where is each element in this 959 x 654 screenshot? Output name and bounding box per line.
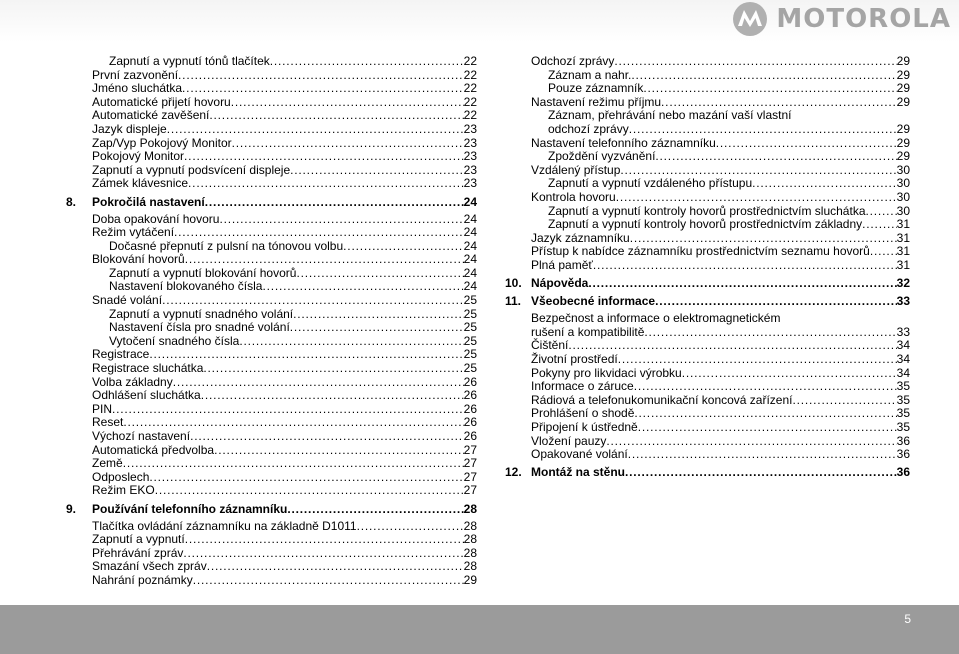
toc-page-number: 31 — [896, 244, 910, 259]
toc-entry — [505, 96, 910, 110]
toc-entry — [505, 421, 910, 435]
toc-entry-title: Vytočení snadného čísla — [109, 333, 240, 348]
toc-entry-title: Přístup k nabídce záznamníku prostřednictvím seznamu hovorů — [531, 244, 870, 259]
toc-page-number: 34 — [896, 338, 910, 353]
toc-page-number: 25 — [463, 293, 477, 308]
toc-entry — [66, 213, 477, 227]
toc-entry — [505, 55, 910, 69]
toc-entry-title: Informace o záruce — [531, 379, 634, 394]
toc-entry — [505, 448, 910, 462]
toc-page-number: 32 — [896, 276, 910, 291]
toc-page-number: 29 — [463, 572, 477, 587]
brand-logo — [732, 1, 951, 37]
toc-entry-title: Doba opakování hovoru — [92, 211, 220, 226]
toc-page-number: 28 — [463, 518, 477, 533]
toc-dot-leader — [155, 484, 464, 498]
toc-dot-leader — [201, 389, 464, 403]
toc-entry — [505, 191, 910, 205]
toc-entry — [66, 484, 477, 498]
toc-page-number: 24 — [463, 211, 477, 226]
toc-dot-leader — [870, 245, 897, 259]
toc-section-heading — [505, 466, 910, 480]
toc-entry-title: Automatické přijetí hovoru — [92, 94, 231, 109]
toc-dot-leader — [270, 55, 464, 69]
toc-dot-leader — [614, 55, 896, 69]
toc-page-number: 29 — [896, 135, 910, 150]
toc-page-number: 30 — [896, 189, 910, 204]
toc-dot-leader — [862, 218, 896, 232]
toc-entry-title: Zap/Vyp Pokojový Monitor — [92, 135, 232, 150]
toc-dot-leader — [568, 339, 896, 353]
toc-entry-title: Pouze záznamník — [548, 81, 644, 96]
toc-entry-title: Jazyk displeje — [92, 121, 167, 136]
toc-entry — [505, 177, 910, 191]
toc-dot-leader — [185, 533, 464, 547]
toc-dot-leader — [634, 380, 897, 394]
toc-section-number: 9. — [66, 501, 77, 516]
toc-dot-leader — [644, 326, 896, 340]
toc-dot-leader — [209, 109, 463, 123]
toc-entry — [66, 321, 477, 335]
toc-page-number: 28 — [463, 501, 477, 516]
toc-page-number: 23 — [463, 135, 477, 150]
motorola-batwing-icon — [732, 1, 768, 37]
toc-dot-leader — [190, 430, 464, 444]
toc-dot-leader — [219, 213, 463, 227]
toc-entry — [66, 547, 477, 561]
toc-page-number: 25 — [463, 347, 477, 362]
toc-dot-leader — [162, 294, 464, 308]
toc-entry — [66, 335, 477, 349]
toc-dot-leader — [643, 82, 896, 96]
toc-entry-title: První zazvonění — [92, 67, 179, 82]
toc-section-number: 8. — [66, 194, 77, 209]
toc-page-number: 27 — [463, 442, 477, 457]
toc-entry-title: Jméno sluchátka — [92, 81, 183, 96]
toc-dot-leader — [167, 123, 464, 137]
toc-entry-title: Pokročilá nastavení — [92, 194, 205, 209]
toc-entry-title: Automatické zavěšení — [92, 108, 210, 123]
toc-entry — [66, 226, 477, 240]
toc-page-number: 24 — [463, 238, 477, 253]
toc-page-number: 33 — [896, 324, 910, 339]
toc-entry-title: Rádiová a telefonukomunikační koncová zařízení — [531, 392, 793, 407]
toc-dot-leader — [630, 232, 897, 246]
toc-entry — [66, 444, 477, 458]
toc-dot-leader — [287, 503, 463, 517]
toc-dot-leader — [752, 177, 897, 191]
toc-entry-title: odchozí zprávy — [548, 121, 629, 136]
toc-dot-leader — [655, 295, 897, 309]
toc-dot-leader — [173, 376, 464, 390]
toc-page-number: 36 — [896, 447, 910, 462]
toc-page-number: 29 — [896, 67, 910, 82]
toc-entry-title: Blokování hovorů — [92, 252, 185, 267]
toc-entry-title: Režim vytáčení — [92, 225, 175, 240]
toc-entry — [66, 389, 477, 403]
toc-entry — [505, 394, 910, 408]
toc-page-number: 24 — [463, 279, 477, 294]
toc-entry — [66, 574, 477, 588]
toc-dot-leader — [593, 259, 897, 273]
toc-entry-title: Nastavení telefonního záznamníku — [531, 135, 716, 150]
toc-dot-leader — [629, 123, 897, 137]
toc-page-number: 22 — [463, 54, 477, 68]
toc-dot-leader — [123, 457, 464, 471]
toc-entry-title: Nápověda — [531, 276, 589, 291]
toc-entry-title: Bezpečnost a informace o elektromagnetickém — [531, 311, 781, 326]
toc-page-number: 29 — [896, 81, 910, 96]
toc-entry — [66, 362, 477, 376]
toc-entry-title: Prohlášení o shodě — [531, 406, 635, 421]
toc-entry-title: Nastavení blokovaného čísla — [109, 279, 263, 294]
toc-entry-title: Životní prostředí — [531, 352, 618, 367]
toc-entry-title: Zpoždění vyzvánění — [548, 149, 656, 164]
toc-left-column — [66, 55, 477, 588]
toc-dot-leader — [239, 335, 463, 349]
toc-entry — [505, 69, 910, 83]
toc-dot-leader — [661, 96, 897, 110]
toc-dot-leader — [205, 196, 464, 210]
toc-dot-leader — [625, 466, 897, 480]
toc-dot-leader — [174, 226, 464, 240]
toc-entry — [66, 109, 477, 123]
toc-dot-leader — [290, 164, 464, 178]
toc-dot-leader — [112, 403, 464, 417]
toc-dot-leader — [866, 205, 897, 219]
toc-dot-leader — [343, 240, 463, 254]
toc-entry — [505, 245, 910, 259]
toc-page-number: 27 — [463, 469, 477, 484]
toc-entry-title: Odchozí zprávy — [531, 54, 615, 68]
toc-right-column — [505, 55, 910, 483]
toc-dot-leader — [655, 150, 896, 164]
toc-page-number: 30 — [896, 176, 910, 191]
toc-entry-title: Používání telefonního záznamníku — [92, 501, 288, 516]
toc-page-number: 24 — [463, 225, 477, 240]
toc-entry-title: Zapnutí a vypnutí kontroly hovorů prostřednictvím sluchátka — [548, 203, 866, 218]
toc-page-number: 22 — [463, 94, 477, 109]
toc-dot-leader — [296, 267, 463, 281]
toc-dot-leader — [716, 137, 897, 151]
toc-section-heading — [66, 196, 477, 210]
toc-entry-title: Vzdálený přístup — [531, 162, 621, 177]
footer-band — [0, 605, 959, 654]
toc-entry-title: Opakované volání — [531, 447, 628, 462]
toc-page-number: 35 — [896, 406, 910, 421]
toc-page-number: 31 — [896, 230, 910, 245]
toc-entry-title: Pokojový Monitor — [92, 149, 185, 164]
toc-dot-leader — [232, 137, 464, 151]
toc-section-heading — [66, 503, 477, 517]
toc-entry — [66, 177, 477, 191]
toc-entry-title: Zapnutí a vypnutí vzdáleného přístupu — [548, 176, 753, 191]
toc-dot-leader — [214, 444, 464, 458]
toc-entry-title: Zapnutí a vypnutí tónů tlačítek — [109, 54, 270, 68]
toc-entry-title: rušení a kompatibilitě — [531, 324, 645, 339]
toc-dot-leader — [628, 448, 897, 462]
toc-dot-leader — [290, 321, 464, 335]
toc-page-number: 27 — [463, 456, 477, 471]
toc-page-number: 33 — [896, 294, 910, 309]
toc-entry-title: Volba základny — [92, 374, 173, 389]
toc-page-number: 22 — [463, 81, 477, 96]
toc-dot-leader — [634, 407, 896, 421]
toc-page-number: 26 — [463, 374, 477, 389]
toc-dot-leader — [618, 353, 897, 367]
toc-section-number: 10. — [505, 276, 522, 291]
toc-entry — [505, 232, 910, 246]
toc-page-number: 35 — [896, 379, 910, 394]
toc-page-number: 28 — [463, 559, 477, 574]
toc-section-heading — [505, 295, 910, 309]
toc-entry — [505, 205, 910, 219]
toc-page-number: 34 — [896, 365, 910, 380]
toc-entry — [66, 348, 477, 362]
toc-page-number: 26 — [463, 401, 477, 416]
toc-page-number: 29 — [896, 94, 910, 109]
toc-entry-title: Nastavení čísla pro snadné volání — [109, 320, 290, 335]
toc-entry — [66, 416, 477, 430]
toc-page-number: 36 — [896, 433, 910, 448]
toc-entry-title: Zapnutí a vypnutí — [92, 532, 185, 547]
toc-entry-title: PIN — [92, 401, 113, 416]
toc-entry — [505, 380, 910, 394]
toc-entry-title: Čištění — [531, 338, 569, 353]
toc-section-number: 12. — [505, 465, 522, 480]
toc-entry — [66, 69, 477, 83]
toc-dot-leader — [178, 69, 464, 83]
toc-dot-leader — [682, 367, 897, 381]
toc-entry — [66, 308, 477, 322]
toc-dot-leader — [616, 191, 897, 205]
toc-page-number: 30 — [896, 203, 910, 218]
toc-entry — [66, 55, 477, 69]
toc-page-number: 31 — [896, 257, 910, 272]
toc-entry — [66, 471, 477, 485]
toc-dot-leader — [231, 96, 464, 110]
toc-dot-leader — [203, 362, 463, 376]
toc-dot-leader — [149, 348, 463, 362]
toc-entry — [66, 137, 477, 151]
toc-dot-leader — [293, 308, 464, 322]
toc-entry — [66, 267, 477, 281]
toc-entry — [66, 560, 477, 574]
toc-entry-title: Záznam, přehrávání nebo mazání vaší vlastní — [548, 108, 792, 123]
toc-entry — [66, 164, 477, 178]
toc-section-heading — [505, 277, 910, 291]
toc-entry-title: Zámek klávesnice — [92, 176, 189, 191]
toc-entry — [505, 259, 910, 273]
toc-entry — [505, 109, 910, 123]
toc-entry-title: Zapnutí a vypnutí blokování hovorů — [109, 265, 297, 280]
toc-page-number: 25 — [463, 361, 477, 376]
toc-page-number: 29 — [896, 54, 910, 68]
toc-entry — [66, 150, 477, 164]
toc-dot-leader — [638, 421, 897, 435]
toc-entry-title: Záznam a nahr. — [548, 67, 632, 82]
toc-dot-leader — [262, 280, 463, 294]
toc-entry — [66, 457, 477, 471]
toc-entry — [66, 280, 477, 294]
page-number: 5 — [904, 612, 911, 626]
toc-page-number: 24 — [463, 252, 477, 267]
toc-page-number: 31 — [896, 217, 910, 232]
toc-entry — [505, 137, 910, 151]
toc-entry-title: Odhlášení sluchátka — [92, 388, 201, 403]
toc-entry-title: Automatická předvolba — [92, 442, 215, 457]
toc-dot-leader — [123, 416, 463, 430]
toc-entry — [66, 253, 477, 267]
toc-entry-title: Vložení pauzy — [531, 433, 607, 448]
toc-dot-leader — [184, 150, 464, 164]
brand-name: MOTOROLA — [776, 4, 951, 34]
toc-page-number: 27 — [463, 483, 477, 498]
toc-page-number: 25 — [463, 306, 477, 321]
toc-entry — [505, 367, 910, 381]
toc-entry-title: Kontrola hovoru — [531, 189, 616, 204]
toc-entry — [66, 123, 477, 137]
toc-entry-title: Režim EKO — [92, 483, 155, 498]
toc-page-number: 22 — [463, 67, 477, 82]
toc-page-number: 24 — [463, 194, 477, 209]
toc-entry-title: Přehrávání zpráv — [92, 545, 184, 560]
toc-page-number: 25 — [463, 320, 477, 335]
toc-entry-title: Zapnutí a vypnutí snadného volání — [109, 306, 294, 321]
toc-page-number: 23 — [463, 121, 477, 136]
toc-page-number: 29 — [896, 121, 910, 136]
toc-entry — [505, 82, 910, 96]
toc-page-number: 36 — [896, 465, 910, 480]
toc-entry-title: Pokyny pro likvidaci výrobku — [531, 365, 682, 380]
toc-page-number: 30 — [896, 162, 910, 177]
toc-entry — [505, 164, 910, 178]
toc-entry-title: Připojení k ústředně — [531, 420, 638, 435]
toc-entry-title: Nahrání poznámky — [92, 572, 193, 587]
toc-entry-title: Snadé volání — [92, 293, 163, 308]
toc-page-number: 24 — [463, 265, 477, 280]
toc-entry — [66, 96, 477, 110]
toc-entry — [66, 376, 477, 390]
toc-entry — [66, 430, 477, 444]
toc-entry — [505, 353, 910, 367]
toc-page-number: 29 — [896, 149, 910, 164]
toc-dot-leader — [620, 164, 896, 178]
toc-page-number: 26 — [463, 388, 477, 403]
toc-page-number: 22 — [463, 108, 477, 123]
toc-entry — [505, 407, 910, 421]
toc-entry — [505, 218, 910, 232]
toc-dot-leader — [207, 560, 464, 574]
toc-entry-title: Zapnutí a vypnutí podsvícení displeje — [92, 162, 291, 177]
toc-entry-title: Smazání všech zpráv — [92, 559, 207, 574]
toc-entry-title: Všeobecné informace — [531, 294, 656, 309]
toc-dot-leader — [188, 177, 464, 191]
toc-page-number: 23 — [463, 176, 477, 191]
toc-dot-leader — [357, 520, 464, 534]
toc-page-number: 23 — [463, 149, 477, 164]
toc-entry-title: Nastavení režimu příjmu — [531, 94, 662, 109]
toc-entry — [505, 435, 910, 449]
toc-entry-title: Registrace sluchátka — [92, 361, 204, 376]
toc-entry-title: Dočasné přepnutí z pulsní na tónovou volbu — [109, 238, 344, 253]
toc-entry-title: Registrace — [92, 347, 150, 362]
toc-entry-title: Země — [92, 456, 123, 471]
toc-page-number: 35 — [896, 420, 910, 435]
toc-entry-title: Výchozí nastavení — [92, 429, 191, 444]
toc-page-number: 35 — [896, 392, 910, 407]
toc-dot-leader — [183, 547, 463, 561]
toc-entry — [66, 533, 477, 547]
toc-entry-title: Montáž na stěnu — [531, 465, 626, 480]
toc-dot-leader — [193, 574, 464, 588]
toc-page-number: 26 — [463, 429, 477, 444]
toc-entry-title: Reset — [92, 415, 124, 430]
toc-entry — [66, 520, 477, 534]
toc-entry — [505, 339, 910, 353]
toc-entry — [66, 403, 477, 417]
toc-dot-leader — [606, 435, 896, 449]
toc-page-number: 25 — [463, 333, 477, 348]
toc-page-number: 34 — [896, 352, 910, 367]
toc-section-number: 11. — [505, 294, 522, 309]
toc-page-number: 28 — [463, 545, 477, 560]
toc-entry-title: Plná paměť — [531, 257, 593, 272]
toc-page-number: 23 — [463, 162, 477, 177]
toc-dot-leader — [182, 82, 464, 96]
toc-dot-leader — [588, 277, 896, 291]
toc-dot-leader — [631, 69, 896, 83]
toc-page-number: 26 — [463, 415, 477, 430]
toc-entry-title: Odposlech — [92, 469, 150, 484]
toc-dot-leader — [793, 394, 897, 408]
toc-page-number: 28 — [463, 532, 477, 547]
toc-entry — [505, 150, 910, 164]
toc-entry-title: Zapnutí a vypnutí kontroly hovorů prostřednictvím základny — [548, 217, 863, 232]
toc-entry — [505, 123, 910, 137]
toc-entry-title: Jazyk záznamníku — [531, 230, 630, 245]
toc-dot-leader — [149, 471, 463, 485]
toc-entry — [505, 312, 910, 326]
toc-entry — [66, 294, 477, 308]
toc-entry — [66, 240, 477, 254]
toc-entry-title: Tlačítka ovládání záznamníku na základně D1011 — [92, 518, 357, 533]
toc-dot-leader — [185, 253, 464, 267]
toc-entry — [66, 82, 477, 96]
